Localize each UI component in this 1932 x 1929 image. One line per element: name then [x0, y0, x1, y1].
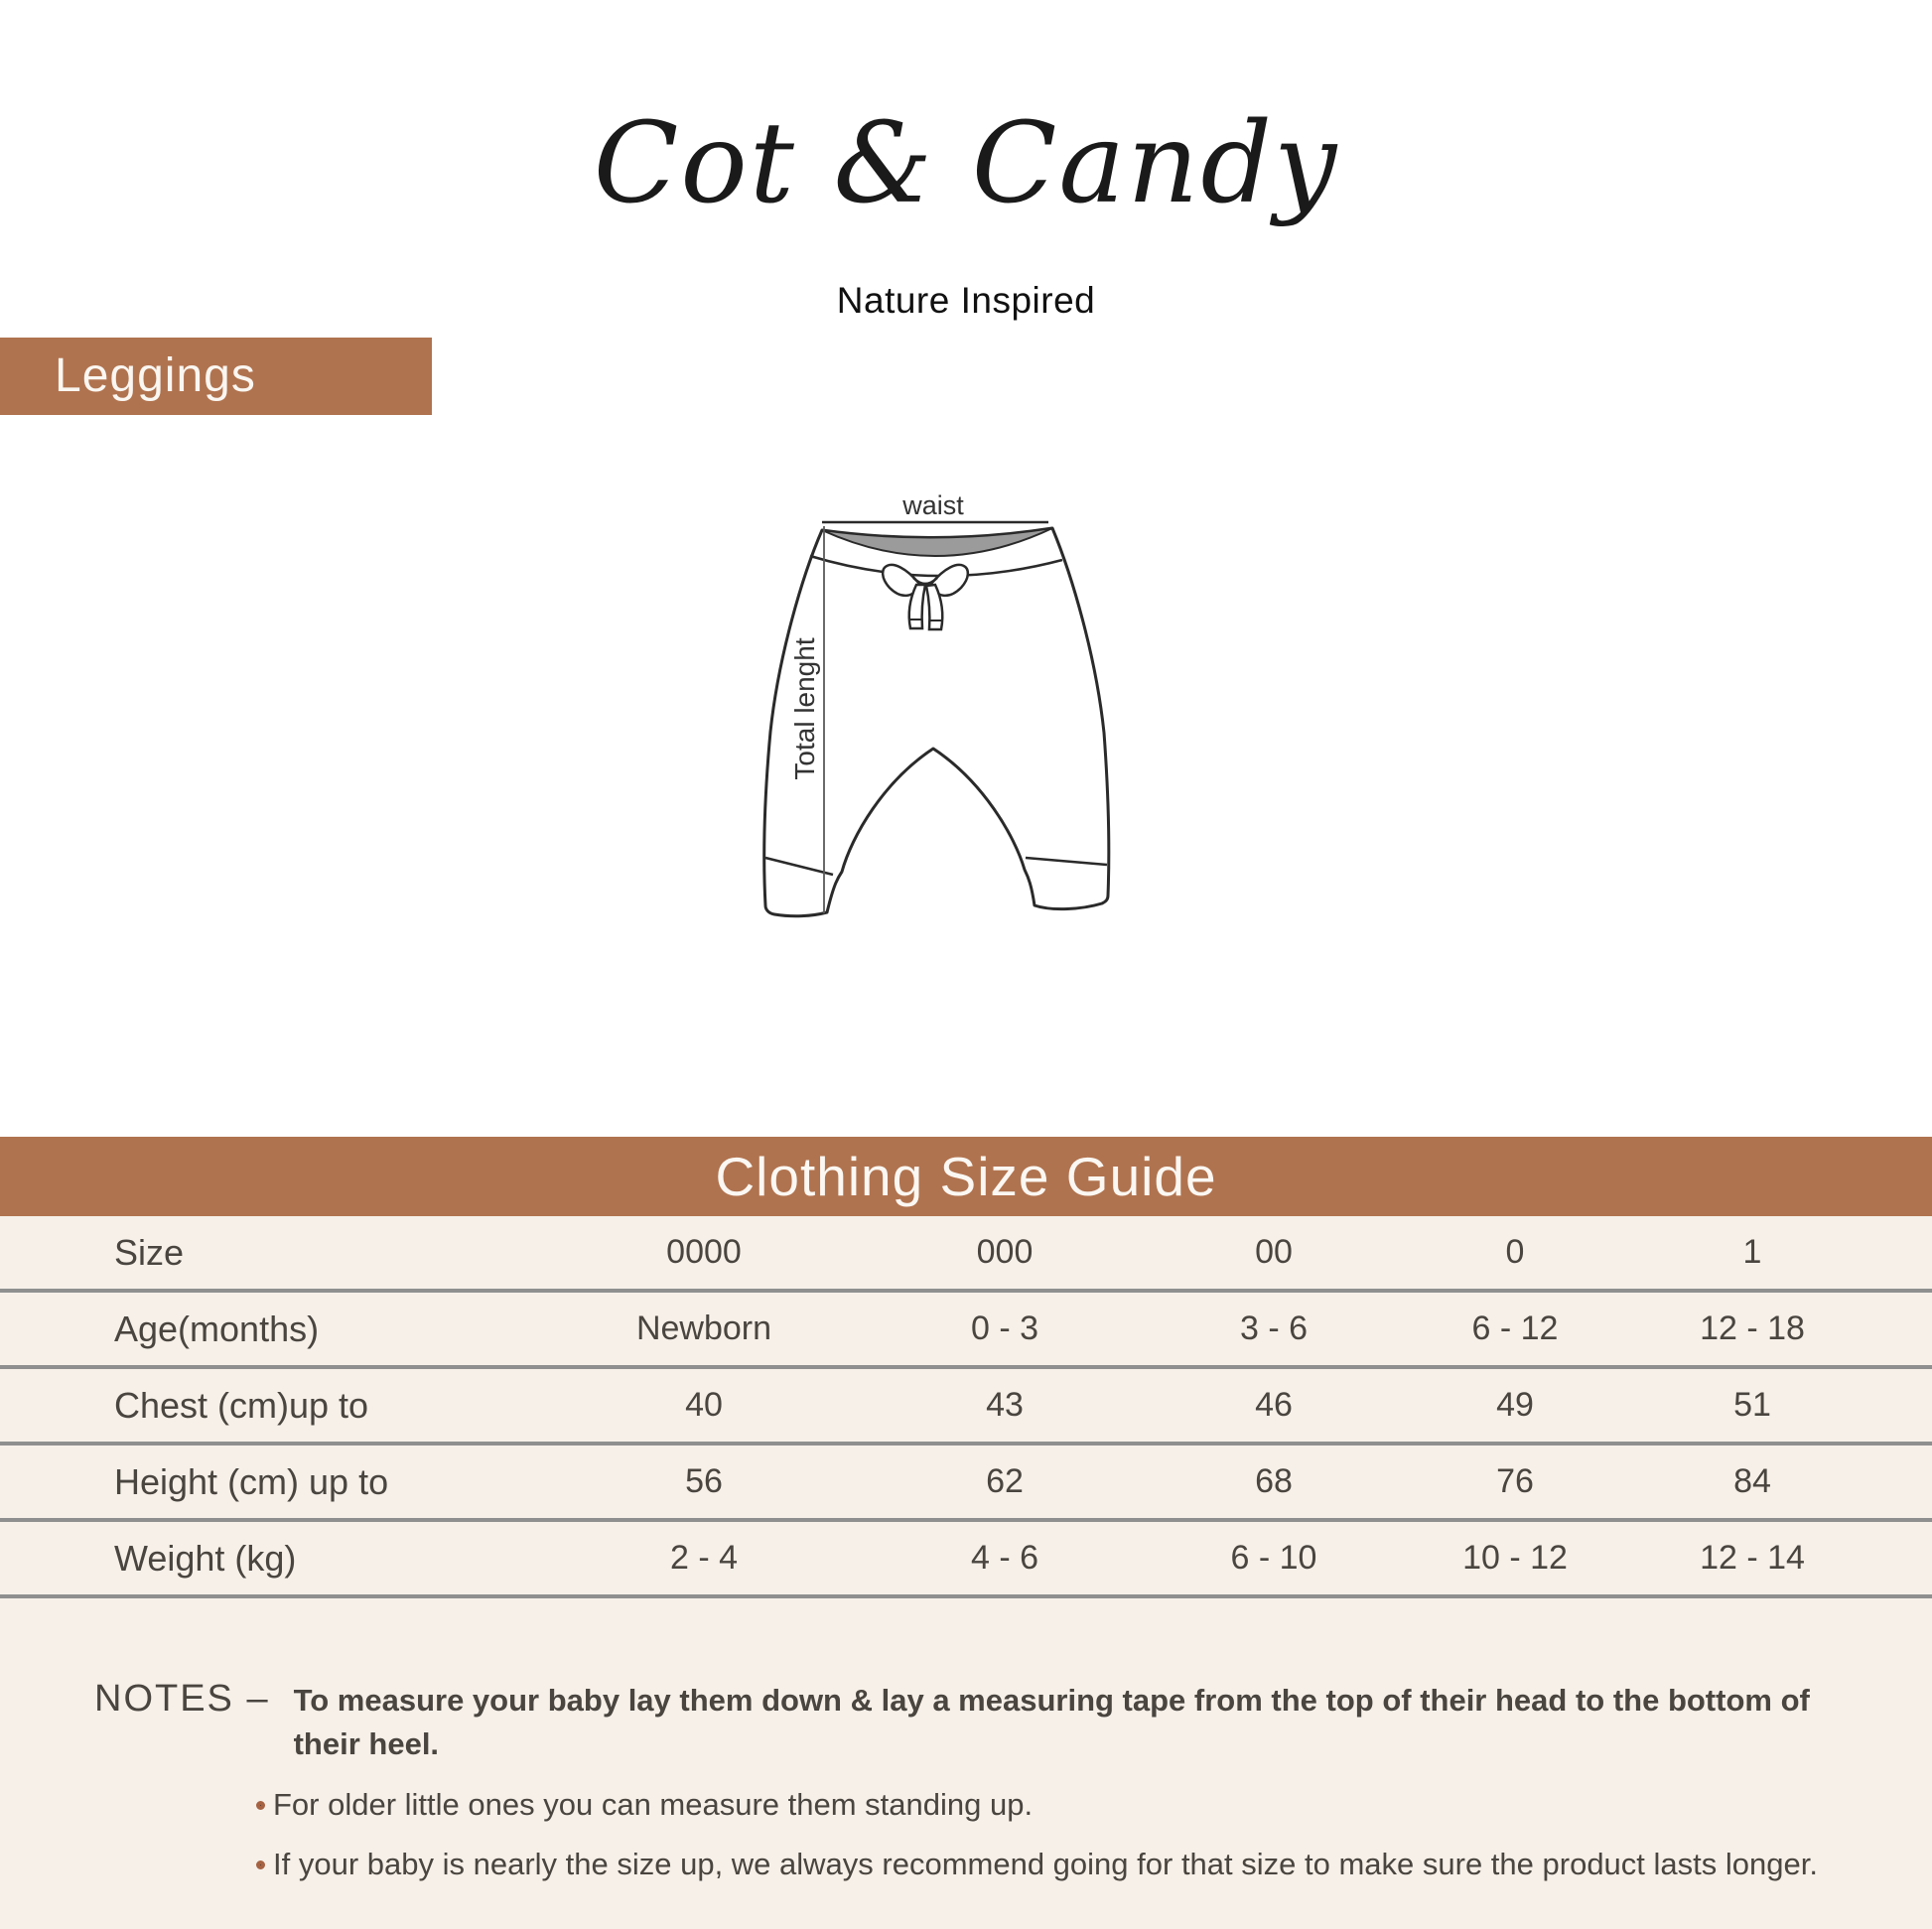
table-cell: 46: [1255, 1386, 1293, 1424]
note-text: If your baby is nearly the size up, we always recommend going for that size to make sure the product lasts longer.: [273, 1847, 1818, 1881]
table-cell: 4 - 6: [970, 1539, 1039, 1577]
table-cell: 0000: [666, 1233, 742, 1271]
notes-block: [94, 1678, 1871, 1903]
table-cell: 2 - 4: [669, 1539, 739, 1577]
table-cell: Newborn: [635, 1309, 772, 1347]
table-cell: 6 - 10: [1230, 1539, 1317, 1577]
notes-headline: To measure your baby lay them down & lay a measuring tape from the top of their head to the bottom of their heel.: [293, 1683, 1810, 1761]
table-cell: 49: [1496, 1386, 1534, 1424]
category-bar: [0, 338, 432, 415]
pants-drawing-svg: [725, 488, 1172, 945]
row-header: Size: [114, 1231, 185, 1273]
table-cell: 68: [1255, 1462, 1293, 1500]
table-cell: 12 - 18: [1700, 1309, 1805, 1347]
bullet-dot-icon: [256, 1860, 265, 1869]
table-row-weight: [0, 1522, 1932, 1598]
notes-bullet-list: [94, 1784, 1871, 1885]
table-row-size: [0, 1216, 1932, 1293]
table-row-height: [0, 1446, 1932, 1522]
brand-tagline: Nature Inspired: [836, 280, 1096, 321]
row-header: Height (cm) up to: [114, 1460, 389, 1502]
table-cell: 51: [1733, 1386, 1771, 1424]
table-cell: 6 - 12: [1471, 1309, 1559, 1347]
size-table: [0, 1216, 1932, 1598]
table-cell: 12 - 14: [1700, 1539, 1805, 1577]
bullet-dot-icon: [256, 1801, 265, 1810]
length-measure-label: Total lenght: [789, 637, 820, 780]
category-label: Leggings: [55, 349, 256, 402]
note-text: For older little ones you can measure them standing up.: [273, 1787, 1034, 1822]
notes-label: NOTES –: [94, 1678, 270, 1720]
table-cell: 3 - 6: [1239, 1309, 1309, 1347]
row-header: Chest (cm)up to: [114, 1384, 369, 1426]
table-cell: 62: [986, 1462, 1024, 1500]
list-item: [256, 1784, 1871, 1826]
row-header: Weight (kg): [114, 1537, 297, 1579]
table-cell: 43: [986, 1386, 1024, 1424]
table-cell: 40: [685, 1386, 723, 1424]
size-guide-title: Clothing Size Guide: [0, 1137, 1932, 1216]
table-row-chest: [0, 1369, 1932, 1446]
table-cell: 84: [1733, 1462, 1771, 1500]
table-cell: 000: [976, 1233, 1034, 1271]
table-row-age: [0, 1293, 1932, 1369]
table-cell: 56: [685, 1462, 723, 1500]
table-cell: 1: [1742, 1233, 1762, 1271]
waist-measure-label: waist: [902, 490, 964, 520]
table-cell: 76: [1496, 1462, 1534, 1500]
table-cell: 0 - 3: [970, 1309, 1039, 1347]
list-item: [256, 1844, 1871, 1885]
table-cell: 00: [1255, 1233, 1293, 1271]
table-cell: 10 - 12: [1462, 1539, 1568, 1577]
leggings-diagram: [725, 488, 1172, 945]
table-cell: 0: [1505, 1233, 1525, 1271]
brand-logo: Cot & Candy: [593, 99, 1339, 228]
row-header: Age(months): [114, 1308, 320, 1349]
